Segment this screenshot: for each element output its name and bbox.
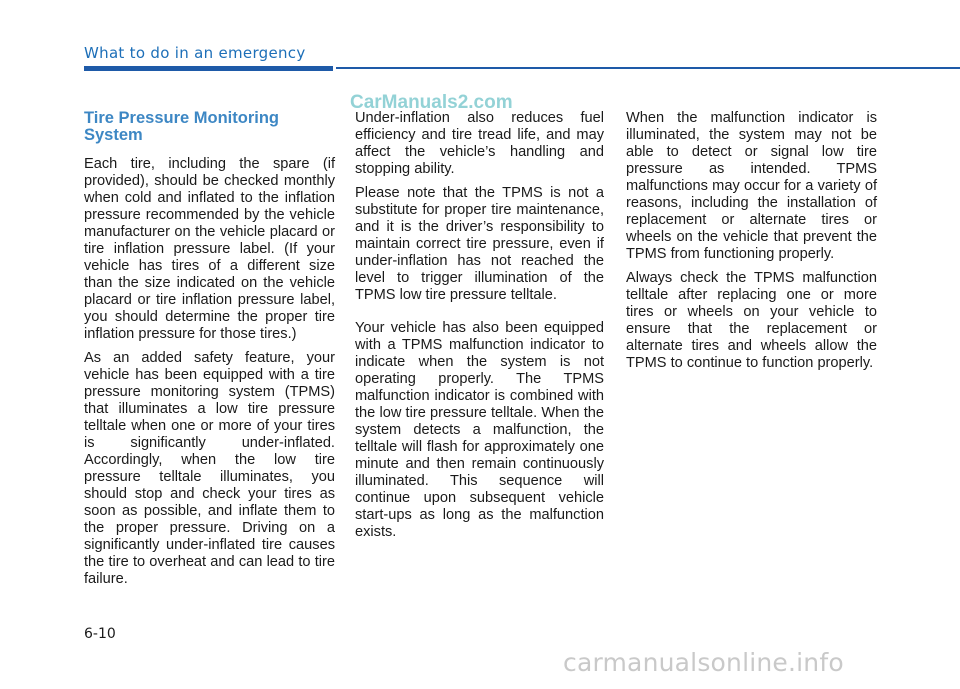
paragraph: When the malfunction indicator is illuminated, the system may not be able to detect or signal low tire pressure as intended. TPMS malfunctions may occur for a variety of reasons, including the installation of replacement or alternate tires or wheels on the vehicle that prevent the TPMS from functioning properly. (626, 110, 877, 262)
header-rule-thick (84, 66, 333, 71)
paragraph: Please note that the TPMS is not a substitute for proper tire maintenance, and it is the driver’s responsibility to maintain correct tire pressure, even if under-inflation has not reached the level to trigger illumination of the TPMS low tire pressure telltale. (355, 185, 604, 303)
section-header: What to do in an emergency (84, 44, 306, 62)
paragraph: Your vehicle has also been equipped with a TPMS malfunction indicator to indicate when the system is not operating properly. The TPMS malfunction indicator is combined with the low tire pressure telltale. When the system detects a malfunction, the telltale will flash for approximately one minute and then remain continuously illuminated. This sequence will continue upon subsequent vehicle start-ups as long as the malfunction exists. (355, 320, 604, 540)
column-2 (355, 110, 604, 548)
column-3 (626, 110, 877, 379)
watermark-bottom: carmanualsonline.info (563, 648, 844, 677)
page-number: 6-10 (84, 626, 116, 642)
paragraph: Under-inflation also reduces fuel efficiency and tire tread life, and may affect the vehicle’s handling and stopping ability. (355, 110, 604, 177)
header-rule-thin (336, 67, 960, 69)
section-title: Tire Pressure Monitoring System (84, 109, 279, 144)
column-1 (84, 110, 335, 595)
watermark-top: CarManuals2.com (350, 92, 513, 113)
paragraph: Each tire, including the spare (if provided), should be checked monthly when cold and inflated to the inflation pressure recommended by the vehicle manufacturer on the vehicle placard or tire inflation pressure label. (If your vehicle has tires of a different size than the size indicated on the vehicle placard or tire inflation pressure label, you should determine the proper tire inflation pressure for those tires.) (84, 156, 335, 342)
paragraph: As an added safety feature, your vehicle has been equipped with a tire pressure monitoring system (TPMS) that illuminates a low tire pressure telltale when one or more of your tires is significantly under-inflated. Accordingly, when the low tire pressure telltale illuminates, you should stop and check your tires as soon as possible, and inflate them to the proper pressure. Driving on a significantly under-inflated tire causes the tire to overheat and can lead to tire failure. (84, 350, 335, 587)
paragraph: Always check the TPMS malfunction telltale after replacing one or more tires or wheels on your vehicle to ensure that the replacement or alternate tires and wheels allow the TPMS to continue to function properly. (626, 270, 877, 371)
